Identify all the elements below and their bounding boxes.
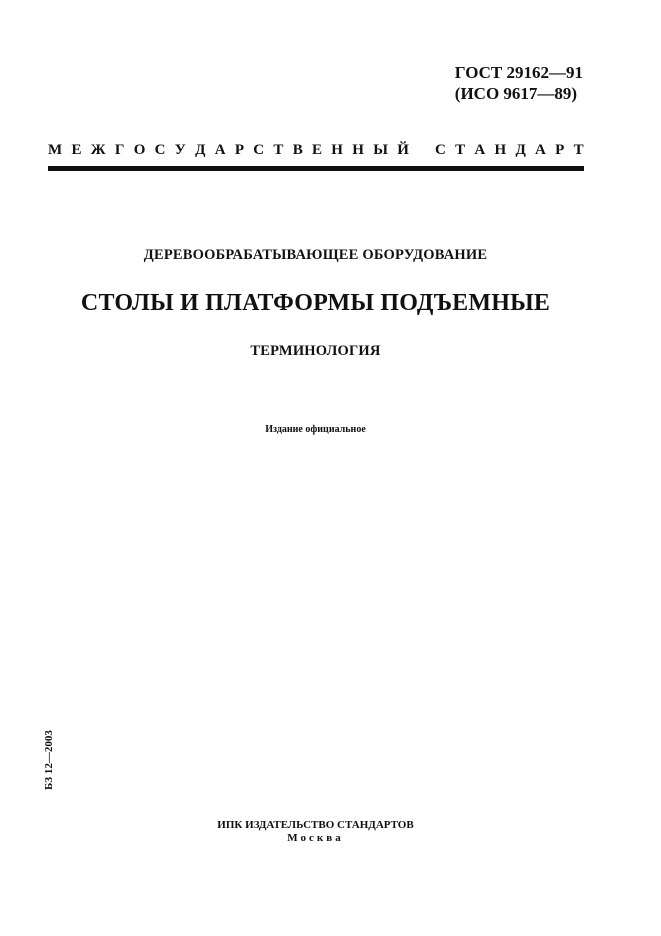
- letter: С: [154, 142, 166, 158]
- side-mark: БЗ 12—2003: [43, 730, 55, 790]
- letter: А: [535, 142, 546, 158]
- iso-number: (ИСО 9617—89): [454, 84, 578, 103]
- letter: А: [214, 142, 226, 158]
- letter: А: [474, 142, 486, 158]
- letter: Е: [311, 142, 322, 158]
- standard-number-block: [455, 62, 583, 104]
- letter: Н: [352, 142, 364, 158]
- edition-label: Издание официальное: [265, 424, 366, 435]
- letter: Д: [515, 142, 526, 158]
- letter: Т: [455, 142, 466, 158]
- letter: В: [292, 142, 303, 158]
- horizontal-rule: [48, 166, 584, 171]
- main-title: СТОЛЫ И ПЛАТФОРМЫ ПОДЪЕМНЫЕ: [80, 290, 551, 316]
- letter: С: [253, 142, 265, 158]
- letter: Ж: [90, 142, 106, 158]
- letter-gap: [418, 141, 426, 159]
- sub-title: ТЕРМИНОЛОГИЯ: [250, 343, 381, 359]
- letter: Р: [234, 142, 244, 158]
- standard-type-heading: [48, 141, 584, 159]
- letter: Е: [71, 142, 82, 158]
- letter: Ы: [373, 142, 388, 158]
- letter: Д: [195, 142, 206, 158]
- letter: Й: [397, 142, 409, 158]
- publisher-city: Москва: [287, 832, 344, 844]
- letter: Т: [573, 142, 584, 158]
- letter: О: [133, 142, 146, 158]
- standard-number: ГОСТ 29162—91: [454, 63, 583, 82]
- letter: Н: [494, 142, 507, 158]
- letter: Н: [331, 142, 343, 158]
- letter: Р: [555, 142, 565, 158]
- field-title: ДЕРЕВООБРАБАТЫВАЮЩЕЕ ОБОРУДОВАНИЕ: [143, 247, 488, 263]
- publisher-name: ИПК ИЗДАТЕЛЬСТВО СТАНДАРТОВ: [217, 819, 414, 831]
- letter: М: [48, 142, 63, 158]
- letter: Г: [114, 142, 125, 158]
- letter: У: [174, 142, 186, 158]
- letter: Т: [273, 142, 284, 158]
- letter: С: [434, 142, 446, 158]
